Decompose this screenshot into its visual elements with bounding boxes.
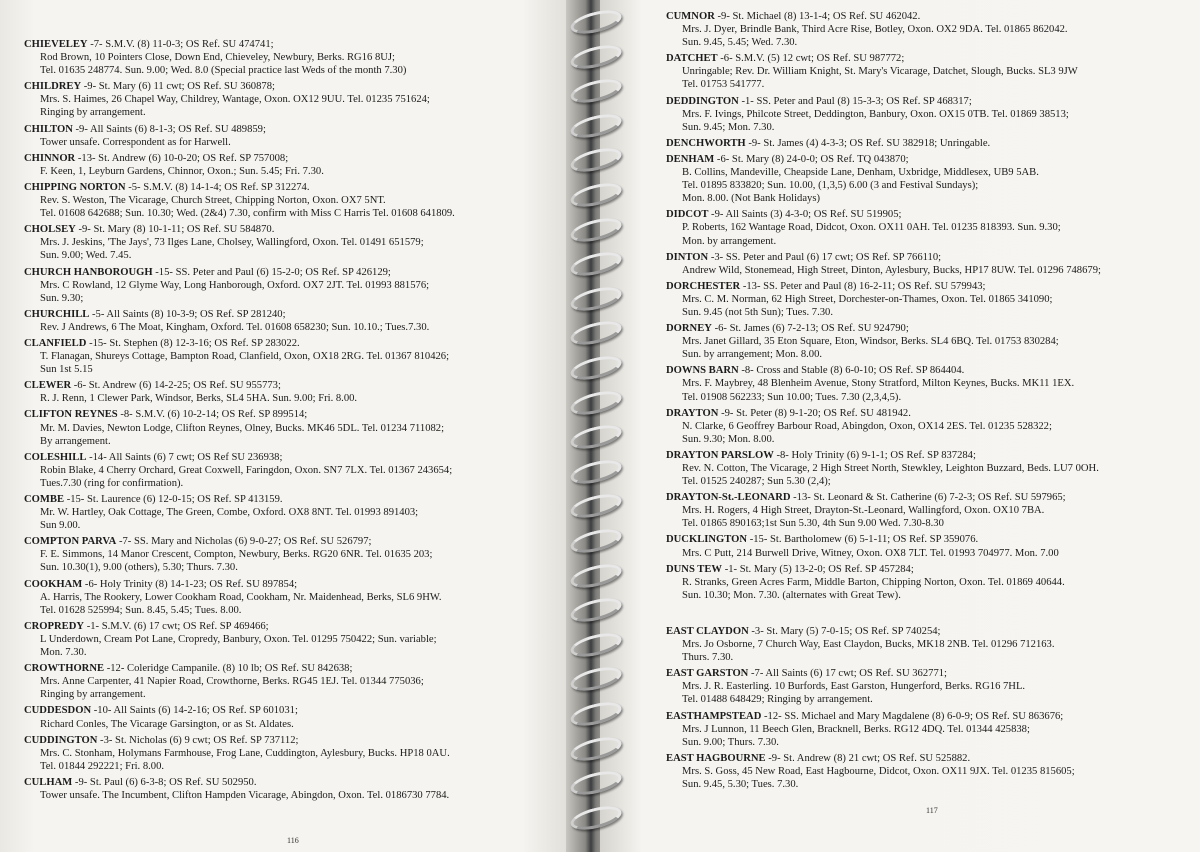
tower-name: CROWTHORNE xyxy=(24,663,105,675)
tower-name: DUCKLINGTON xyxy=(666,534,748,546)
entry-heading-line xyxy=(24,662,572,675)
tower-name: DUNS TEW xyxy=(666,563,723,575)
tower-entry xyxy=(666,364,1196,403)
entry-detail-line: Mrs. C. M. Norman, 62 High Street, Dorchester-on-Thames, Oxon. Tel. 01865 341090; xyxy=(682,293,1053,305)
tower-name: CHILDREY xyxy=(24,81,82,93)
entry-detail-line: Mrs. S. Goss, 45 New Road, East Hagbourne, Didcot, Oxon. OX11 9JX. Tel. 01235 815605; xyxy=(682,765,1075,777)
tower-details: -9- All Saints (6) 8-1-3; OS Ref. SU 489859; xyxy=(75,123,266,135)
entry-detail-line: Ringing by arrangement. xyxy=(40,107,146,119)
tower-entry xyxy=(24,776,572,802)
entry-detail-line: Tower unsafe. Correspondent as for Harwell. xyxy=(40,136,231,148)
tower-name: DOWNS BARN xyxy=(666,365,739,377)
entry-heading-line xyxy=(24,535,572,548)
tower-details: -12- Coleridge Campanile. (8) 10 lb; OS Ref. SU 842638; xyxy=(106,663,353,675)
entry-detail-line: F. E. Simmons, 14 Manor Crescent, Compton, Newbury, Berks. RG20 6NR. Tel. 01635 203; xyxy=(40,549,433,561)
tower-name: DRAYTON xyxy=(666,407,719,419)
tower-details: -9- St. Paul (6) 6-3-8; OS Ref. SU 502950. xyxy=(74,776,257,788)
left-entry-list xyxy=(0,38,580,805)
entry-heading-line xyxy=(666,280,1196,293)
entry-detail-line: Mon. 8.00. (Not Bank Holidays) xyxy=(682,193,821,205)
entry-detail-line: Mrs. Janet Gillard, 35 Eton Square, Eton, Windsor, Berks. SL4 6BQ. Tel. 01753 830284; xyxy=(682,336,1059,348)
tower-name: CUDDINGTON xyxy=(24,734,98,746)
entry-heading-line xyxy=(24,620,572,633)
tower-entry xyxy=(666,280,1196,319)
entry-detail-line: Unringable; Rev. Dr. William Knight, St. Mary's Vicarage, Datchet, Slough, Bucks. SL3 9JW xyxy=(682,66,1078,78)
entry-heading-line xyxy=(24,734,572,747)
tower-details: -9- St. Mary (6) 11 cwt; OS Ref. SU 360878; xyxy=(83,81,275,93)
entry-heading-line xyxy=(24,38,572,51)
entry-detail-line: Robin Blake, 4 Cherry Orchard, Great Coxwell, Faringdon, Oxon. SN7 7LX. Tel. 01367 243654; xyxy=(40,464,453,476)
tower-details: -15- SS. Peter and Paul (6) 15-2-0; OS Ref. SP 426129; xyxy=(155,266,391,278)
tower-name: CUDDESDON xyxy=(24,705,92,717)
tower-name: CHIPPING NORTON xyxy=(24,181,126,193)
entry-detail-line: Sun. 9.30; xyxy=(40,292,84,304)
entry-detail-line: Mrs. J. Dyer, Brindle Bank, Third Acre Rise, Botley, Oxon. OX2 9DA. Tel. 01865 862042. xyxy=(682,24,1068,36)
tower-entry xyxy=(24,181,572,220)
section-gap xyxy=(666,605,1196,625)
tower-entry xyxy=(666,625,1196,664)
tower-details: -8- Holy Trinity (6) 9-1-1; OS Ref. SP 837284; xyxy=(776,449,976,461)
tower-entry xyxy=(666,153,1196,205)
entry-detail-line: Sun 9.00. xyxy=(40,520,81,532)
entry-detail-line: Thurs. 7.30. xyxy=(682,652,734,664)
tower-entry xyxy=(666,208,1196,247)
entry-detail-line: Sun. 9.00; Thurs. 7.30. xyxy=(682,736,779,748)
tower-name: DATCHET xyxy=(666,53,718,65)
entry-detail-line: F. Keen, 1, Leyburn Gardens, Chinnor, Oxon.; Sun. 5.45; Fri. 7.30. xyxy=(40,165,324,177)
entry-detail-line: R. J. Renn, 1 Clewer Park, Windsor, Berks, SL4 5HA. Sun. 9.00; Fri. 8.00. xyxy=(40,393,358,405)
entry-detail-line: Mrs. S. Haimes, 26 Chapel Way, Childrey, Wantage, Oxon. OX12 9UU. Tel. 01235 751624; xyxy=(40,94,430,106)
tower-name: COMPTON PARVA xyxy=(24,536,117,548)
tower-details: -6- St. Andrew (6) 14-2-25; OS Ref. SU 955773; xyxy=(73,380,281,392)
entry-heading-line xyxy=(666,364,1196,377)
tower-entry xyxy=(24,266,572,305)
entry-detail-line: Mrs. Jo Osborne, 7 Church Way, East Claydon, Bucks, MK18 2NB. Tel. 01296 712163. xyxy=(682,639,1055,651)
entry-heading-line xyxy=(666,322,1196,335)
entry-heading-line xyxy=(666,251,1196,264)
tower-name: CLANFIELD xyxy=(24,337,87,349)
entry-detail-line: Rod Brown, 10 Pointers Close, Down End, Chieveley, Newbury, Berks. RG16 8UJ; xyxy=(40,52,395,64)
entry-detail-line: A. Harris, The Rookery, Lower Cookham Road, Cookham, Nr. Maidenhead, Berks, SL6 9HW. xyxy=(40,591,442,603)
tower-details: -3- St. Nicholas (6) 9 cwt; OS Ref. SP 737112; xyxy=(100,734,299,746)
entry-detail-line: Sun. by arrangement; Mon. 8.00. xyxy=(682,349,823,361)
tower-name: CHURCH HANBOROUGH xyxy=(24,266,153,278)
tower-details: -9- St. Peter (8) 9-1-20; OS Ref. SU 481942. xyxy=(721,407,911,419)
tower-entry xyxy=(666,752,1196,791)
entry-heading-line xyxy=(666,10,1196,23)
tower-details: -13- St. Leonard & St. Catherine (6) 7-2-3; OS Ref. SU 597965; xyxy=(793,492,1066,504)
entry-detail-line: Mr. M. Davies, Newton Lodge, Clifton Reynes, Olney, Bucks. MK46 5DL. Tel. 01234 711082; xyxy=(40,422,445,434)
entry-heading-line xyxy=(666,625,1196,638)
tower-details: -1- S.M.V. (6) 17 cwt; OS Ref. SP 469466; xyxy=(86,620,269,632)
entry-detail-line: Ringing by arrangement. xyxy=(40,689,146,701)
tower-details: -9- St. James (4) 4-3-3; OS Ref. SU 382918; Unringable. xyxy=(748,137,991,149)
tower-entry xyxy=(666,137,1196,150)
tower-details: -13- St. Andrew (6) 10-0-20; OS Ref. SP 757008; xyxy=(77,152,289,164)
entry-detail-line: Mrs. C Putt, 214 Burwell Drive, Witney, Oxon. OX8 7LT. Tel. 01993 704977. Mon. 7.00 xyxy=(682,547,1059,559)
tower-entry xyxy=(24,308,572,334)
entry-detail-line: By arrangement. xyxy=(40,435,111,447)
tower-details: -7- SS. Mary and Nicholas (6) 9-0-27; OS Ref. SU 526797; xyxy=(118,536,372,548)
right-entry-list xyxy=(600,10,1200,794)
entry-detail-line: Tower unsafe. The Incumbent, Clifton Hampden Vicarage, Abingdon, Oxon. Tel. 0186730 7784. xyxy=(40,789,450,801)
entry-detail-line: Sun. 9.45 (not 5th Sun); Tues. 7.30. xyxy=(682,306,833,318)
tower-details: -12- SS. Michael and Mary Magdalene (8) 6-0-9; OS Ref. SU 863676; xyxy=(764,710,1064,722)
tower-details: -8- S.M.V. (6) 10-2-14; OS Ref. SP 899514; xyxy=(120,409,308,421)
tower-entry xyxy=(666,407,1196,446)
tower-entry xyxy=(24,123,572,149)
tower-name: DEDDINGTON xyxy=(666,95,739,107)
entry-detail-line: Rev. J Andrews, 6 The Moat, Kingham, Oxford. Tel. 01608 658230; Sun. 10.10.; Tues.7.30. xyxy=(40,321,430,333)
entry-heading-line xyxy=(666,667,1196,680)
entry-heading-line xyxy=(24,379,572,392)
entry-heading-line xyxy=(666,52,1196,65)
tower-name: CULHAM xyxy=(24,776,73,788)
entry-detail-line: R. Stranks, Green Acres Farm, Middle Barton, Chipping Norton, Oxon. Tel. 01869 40644. xyxy=(682,576,1065,588)
tower-name: DORNEY xyxy=(666,323,712,335)
tower-entry xyxy=(666,52,1196,91)
entry-detail-line: T. Flanagan, Shureys Cottage, Bampton Road, Clanfield, Oxon, OX18 2RG. Tel. 01367 810426; xyxy=(40,351,450,363)
entry-heading-line xyxy=(24,704,572,717)
entry-heading-line xyxy=(666,710,1196,723)
entry-heading-line xyxy=(666,449,1196,462)
entry-heading-line xyxy=(24,308,572,321)
entry-detail-line: Tel. 01908 562233; Sun 10.00; Tues. 7.30 (2,3,4,5). xyxy=(682,391,902,403)
tower-entry xyxy=(666,10,1196,49)
tower-name: DENHAM xyxy=(666,153,715,165)
tower-details: -15- St. Bartholomew (6) 5-1-11; OS Ref. SP 359076. xyxy=(749,534,979,546)
tower-name: COLESHILL xyxy=(24,451,87,463)
left-page-number: 116 xyxy=(287,836,299,845)
entry-detail-line: Sun. 9.45, 5.45; Wed. 7.30. xyxy=(682,37,798,49)
tower-details: -9- All Saints (3) 4-3-0; OS Ref. SU 519905; xyxy=(711,209,902,221)
entry-detail-line: Tel. 01608 642688; Sun. 10.30; Wed. (2&4) 7.30, confirm with Miss C Harris Tel. 01608 641809. xyxy=(40,208,455,220)
tower-details: -6- S.M.V. (5) 12 cwt; OS Ref. SU 987772; xyxy=(720,53,905,65)
tower-name: DORCHESTER xyxy=(666,280,741,292)
entry-heading-line xyxy=(666,407,1196,420)
right-page-number: 117 xyxy=(926,806,938,815)
entry-detail-line: Rev. S. Weston, The Vicarage, Church Street, Chipping Norton, Oxon. OX7 5NT. xyxy=(40,195,386,207)
entry-heading-line xyxy=(24,493,572,506)
entry-detail-line: Tel. 01865 890163;1st Sun 5.30, 4th Sun 9.00 Wed. 7.30-8.30 xyxy=(682,518,944,530)
tower-details: -9- St. Michael (8) 13-1-4; OS Ref. SU 462042. xyxy=(717,11,921,22)
entry-detail-line: Tel. 01895 833820; Sun. 10.00, (1,3,5) 6.00 (3 and Festival Sundays); xyxy=(682,180,979,192)
entry-detail-line: Tel. 01628 525994; Sun. 8.45, 5.45; Tues. 8.00. xyxy=(40,604,242,616)
tower-name: CUMNOR xyxy=(666,11,715,22)
entry-heading-line xyxy=(24,337,572,350)
tower-name: CHILTON xyxy=(24,123,73,135)
tower-entry xyxy=(24,379,572,405)
tower-entry xyxy=(666,449,1196,488)
entry-heading-line xyxy=(666,563,1196,576)
entry-detail-line: Mrs. C. Stonham, Holymans Farmhouse, Frog Lane, Cuddington, Aylesbury, Bucks. HP18 0AU. xyxy=(40,747,450,759)
entry-detail-line: Andrew Wild, Stonemead, High Street, Dinton, Aylesbury, Bucks, HP17 8UW. Tel. 01296 748679; xyxy=(682,264,1101,276)
tower-details: -5- S.M.V. (8) 14-1-4; OS Ref. SP 312274. xyxy=(128,181,310,193)
entry-detail-line: Tel. 01753 541777. xyxy=(682,79,765,91)
entry-detail-line: L Underdown, Cream Pot Lane, Cropredy, Banbury, Oxon. Tel. 01295 750422; Sun. variable; xyxy=(40,633,437,645)
entry-detail-line: Tel. 01488 648429; Ringing by arrangement. xyxy=(682,694,873,706)
entry-detail-line: P. Roberts, 162 Wantage Road, Didcot, Oxon. OX11 0AH. Tel. 01235 818393. Sun. 9.30; xyxy=(682,222,1061,234)
entry-detail-line: Mrs. F. Maybrey, 48 Blenheim Avenue, Stony Stratford, Milton Keynes, Bucks. MK11 1EX. xyxy=(682,378,1075,390)
tower-entry xyxy=(24,493,572,532)
tower-details: -1- St. Mary (5) 13-2-0; OS Ref. SP 457284; xyxy=(724,563,914,575)
entry-detail-line: Tel. 01635 248774. Sun. 9.00; Wed. 8.0 (Special practice last Weds of the month 7.30) xyxy=(40,65,407,77)
entry-heading-line xyxy=(24,266,572,279)
entry-detail-line: Mrs. H. Rogers, 4 High Street, Drayton-St.-Leonard, Wallingford, Oxon. OX10 7BA. xyxy=(682,505,1045,517)
left-page xyxy=(0,0,580,852)
tower-entry xyxy=(24,223,572,262)
tower-entry xyxy=(24,451,572,490)
tower-details: -15- St. Stephen (8) 12-3-16; OS Ref. SP 283022. xyxy=(89,337,300,349)
entry-detail-line: Mrs. Anne Carpenter, 41 Napier Road, Crowthorne, Berks. RG45 1EJ. Tel. 01344 775036; xyxy=(40,676,424,688)
tower-name: EAST CLAYDON xyxy=(666,625,749,637)
entry-heading-line xyxy=(666,137,1196,150)
entry-heading-line xyxy=(666,95,1196,108)
entry-detail-line: Mrs. C Rowland, 12 Glyme Way, Long Hanborough, Oxford. OX7 2JT. Tel. 01993 881576; xyxy=(40,279,430,291)
tower-name: DRAYTON-St.-LEONARD xyxy=(666,492,791,504)
entry-heading-line xyxy=(24,776,572,789)
entry-heading-line xyxy=(666,752,1196,765)
tower-name: EAST GARSTON xyxy=(666,668,749,680)
tower-name: CLEWER xyxy=(24,380,72,392)
tower-details: -6- Holy Trinity (8) 14-1-23; OS Ref. SU 897854; xyxy=(84,578,298,590)
tower-details: -10- All Saints (6) 14-2-16; OS Ref. SP 601031; xyxy=(93,705,298,717)
tower-entry xyxy=(666,533,1196,559)
tower-entry xyxy=(24,337,572,376)
entry-heading-line xyxy=(24,223,572,236)
entry-heading-line xyxy=(24,408,572,421)
entry-detail-line: Richard Conles, The Vicarage Garsington, or as St. Aldates. xyxy=(40,718,294,730)
tower-name: EAST HAGBOURNE xyxy=(666,752,766,764)
entry-detail-line: Sun. 9.00; Wed. 7.45. xyxy=(40,250,132,262)
entry-heading-line xyxy=(666,533,1196,546)
tower-details: -6- St. Mary (8) 24-0-0; OS Ref. TQ 043870; xyxy=(716,153,909,165)
entry-heading-line xyxy=(24,152,572,165)
tower-details: -1- SS. Peter and Paul (8) 15-3-3; OS Ref. SP 468317; xyxy=(741,95,972,107)
entry-heading-line xyxy=(24,451,572,464)
tower-details: -15- St. Laurence (6) 12-0-15; OS Ref. SP 413159. xyxy=(66,494,283,505)
tower-name: COMBE xyxy=(24,494,65,505)
tower-details: -3- St. Mary (5) 7-0-15; OS Ref. SP 740254; xyxy=(751,625,941,637)
entry-heading-line xyxy=(24,123,572,136)
entry-detail-line: Mon. 7.30. xyxy=(40,647,87,659)
tower-details: -7- S.M.V. (8) 11-0-3; OS Ref. SU 474741; xyxy=(90,39,274,50)
tower-entry xyxy=(666,563,1196,602)
tower-entry xyxy=(24,535,572,574)
entry-heading-line xyxy=(666,491,1196,504)
tower-entry xyxy=(24,578,572,617)
tower-name: CHOLSEY xyxy=(24,224,76,236)
entry-detail-line: Sun 1st 5.15 xyxy=(40,364,93,376)
tower-entry xyxy=(24,704,572,730)
tower-name: EASTHAMPSTEAD xyxy=(666,710,762,722)
entry-detail-line: Tel. 01844 292221; Fri. 8.00. xyxy=(40,760,165,772)
entry-heading-line xyxy=(666,208,1196,221)
entry-detail-line: Rev. N. Cotton, The Vicarage, 2 High Street North, Stewkley, Leighton Buzzard, Beds. LU7 0OH. xyxy=(682,463,1099,474)
entry-detail-line: B. Collins, Mandeville, Cheapside Lane, Denham, Uxbridge, Middlesex, UB9 5AB. xyxy=(682,167,1039,179)
tower-name: CHIEVELEY xyxy=(24,39,88,50)
tower-name: DIDCOT xyxy=(666,209,709,221)
tower-name: DINTON xyxy=(666,251,709,263)
entry-heading-line xyxy=(24,80,572,93)
tower-details: -13- SS. Peter and Paul (8) 16-2-11; OS Ref. SU 579943; xyxy=(742,280,986,292)
tower-name: COOKHAM xyxy=(24,578,83,590)
tower-details: -6- St. James (6) 7-2-13; OS Ref. SU 924790; xyxy=(714,323,909,335)
entry-heading-line xyxy=(24,578,572,591)
tower-entry xyxy=(666,710,1196,749)
tower-name: CHURCHILL xyxy=(24,308,90,320)
tower-details: -8- Cross and Stable (8) 6-0-10; OS Ref. SP 864404. xyxy=(741,365,965,377)
tower-details: -9- St. Mary (8) 10-1-11; OS Ref. SU 584870. xyxy=(78,224,275,236)
tower-entry xyxy=(24,734,572,773)
tower-details: -7- All Saints (6) 17 cwt; OS Ref. SU 362771; xyxy=(751,668,947,680)
entry-detail-line: Sun. 10.30(1), 9.00 (others), 5.30; Thurs. 7.30. xyxy=(40,562,238,574)
tower-name: DRAYTON PARSLOW xyxy=(666,449,774,461)
entry-detail-line: Mrs. J Lunnon, 11 Beech Glen, Bracknell, Berks. RG12 4DQ. Tel. 01344 425838; xyxy=(682,723,1030,735)
entry-detail-line: Mr. W. Hartley, Oak Cottage, The Green, Combe, Oxford. OX8 8NT. Tel. 01993 891403; xyxy=(40,507,419,519)
tower-entry xyxy=(666,491,1196,530)
tower-entry xyxy=(24,620,572,659)
tower-details: -3- SS. Peter and Paul (6) 17 cwt; OS Ref. SP 766110; xyxy=(710,251,942,263)
entry-detail-line: Mrs. F. Ivings, Philcote Street, Deddington, Banbury, Oxon. OX15 0TB. Tel. 01869 38513; xyxy=(682,108,1069,120)
entry-detail-line: Sun. 9.30; Mon. 8.00. xyxy=(682,433,775,445)
tower-name: CHINNOR xyxy=(24,152,76,164)
tower-entry xyxy=(666,251,1196,277)
tower-name: CROPREDY xyxy=(24,620,85,632)
tower-name: DENCHWORTH xyxy=(666,137,746,149)
entry-detail-line: Mon. by arrangement. xyxy=(682,235,777,247)
tower-entry xyxy=(24,38,572,77)
entry-detail-line: Sun. 10.30; Mon. 7.30. (alternates with Great Tew). xyxy=(682,589,901,601)
tower-entry xyxy=(24,662,572,701)
entry-detail-line: Mrs. J. R. Easterling. 10 Burfords, East Garston, Hungerford, Berks. RG16 7HL. xyxy=(682,681,1026,693)
entry-detail-line: Mrs. J. Jeskins, 'The Jays', 73 Ilges Lane, Cholsey, Wallingford, Oxon. Tel. 01491 651579; xyxy=(40,237,424,249)
tower-entry xyxy=(666,322,1196,361)
entry-heading-line xyxy=(24,181,572,194)
entry-heading-line xyxy=(666,153,1196,166)
tower-name: CLIFTON REYNES xyxy=(24,409,118,421)
tower-details: -9- St. Andrew (8) 21 cwt; OS Ref. SU 525882. xyxy=(768,752,971,764)
tower-details: -14- All Saints (6) 7 cwt; OS Ref SU 236938; xyxy=(89,451,283,463)
tower-entry xyxy=(24,152,572,178)
entry-detail-line: N. Clarke, 6 Geoffrey Barbour Road, Abingdon, Oxon, OX14 2ES. Tel. 01235 528322; xyxy=(682,420,1052,432)
tower-details: -5- All Saints (8) 10-3-9; OS Ref. SP 281240; xyxy=(92,308,286,320)
tower-entry xyxy=(666,95,1196,134)
tower-entry xyxy=(24,408,572,447)
tower-entry xyxy=(666,667,1196,706)
right-page xyxy=(600,0,1200,852)
entry-detail-line: Sun. 9.45, 5.30; Tues. 7.30. xyxy=(682,778,799,790)
entry-detail-line: Tel. 01525 240287; Sun 5.30 (2,4); xyxy=(682,476,831,488)
tower-entry xyxy=(24,80,572,119)
entry-detail-line: Tues.7.30 (ring for confirmation). xyxy=(40,477,184,489)
entry-detail-line: Sun. 9.45; Mon. 7.30. xyxy=(682,121,775,133)
